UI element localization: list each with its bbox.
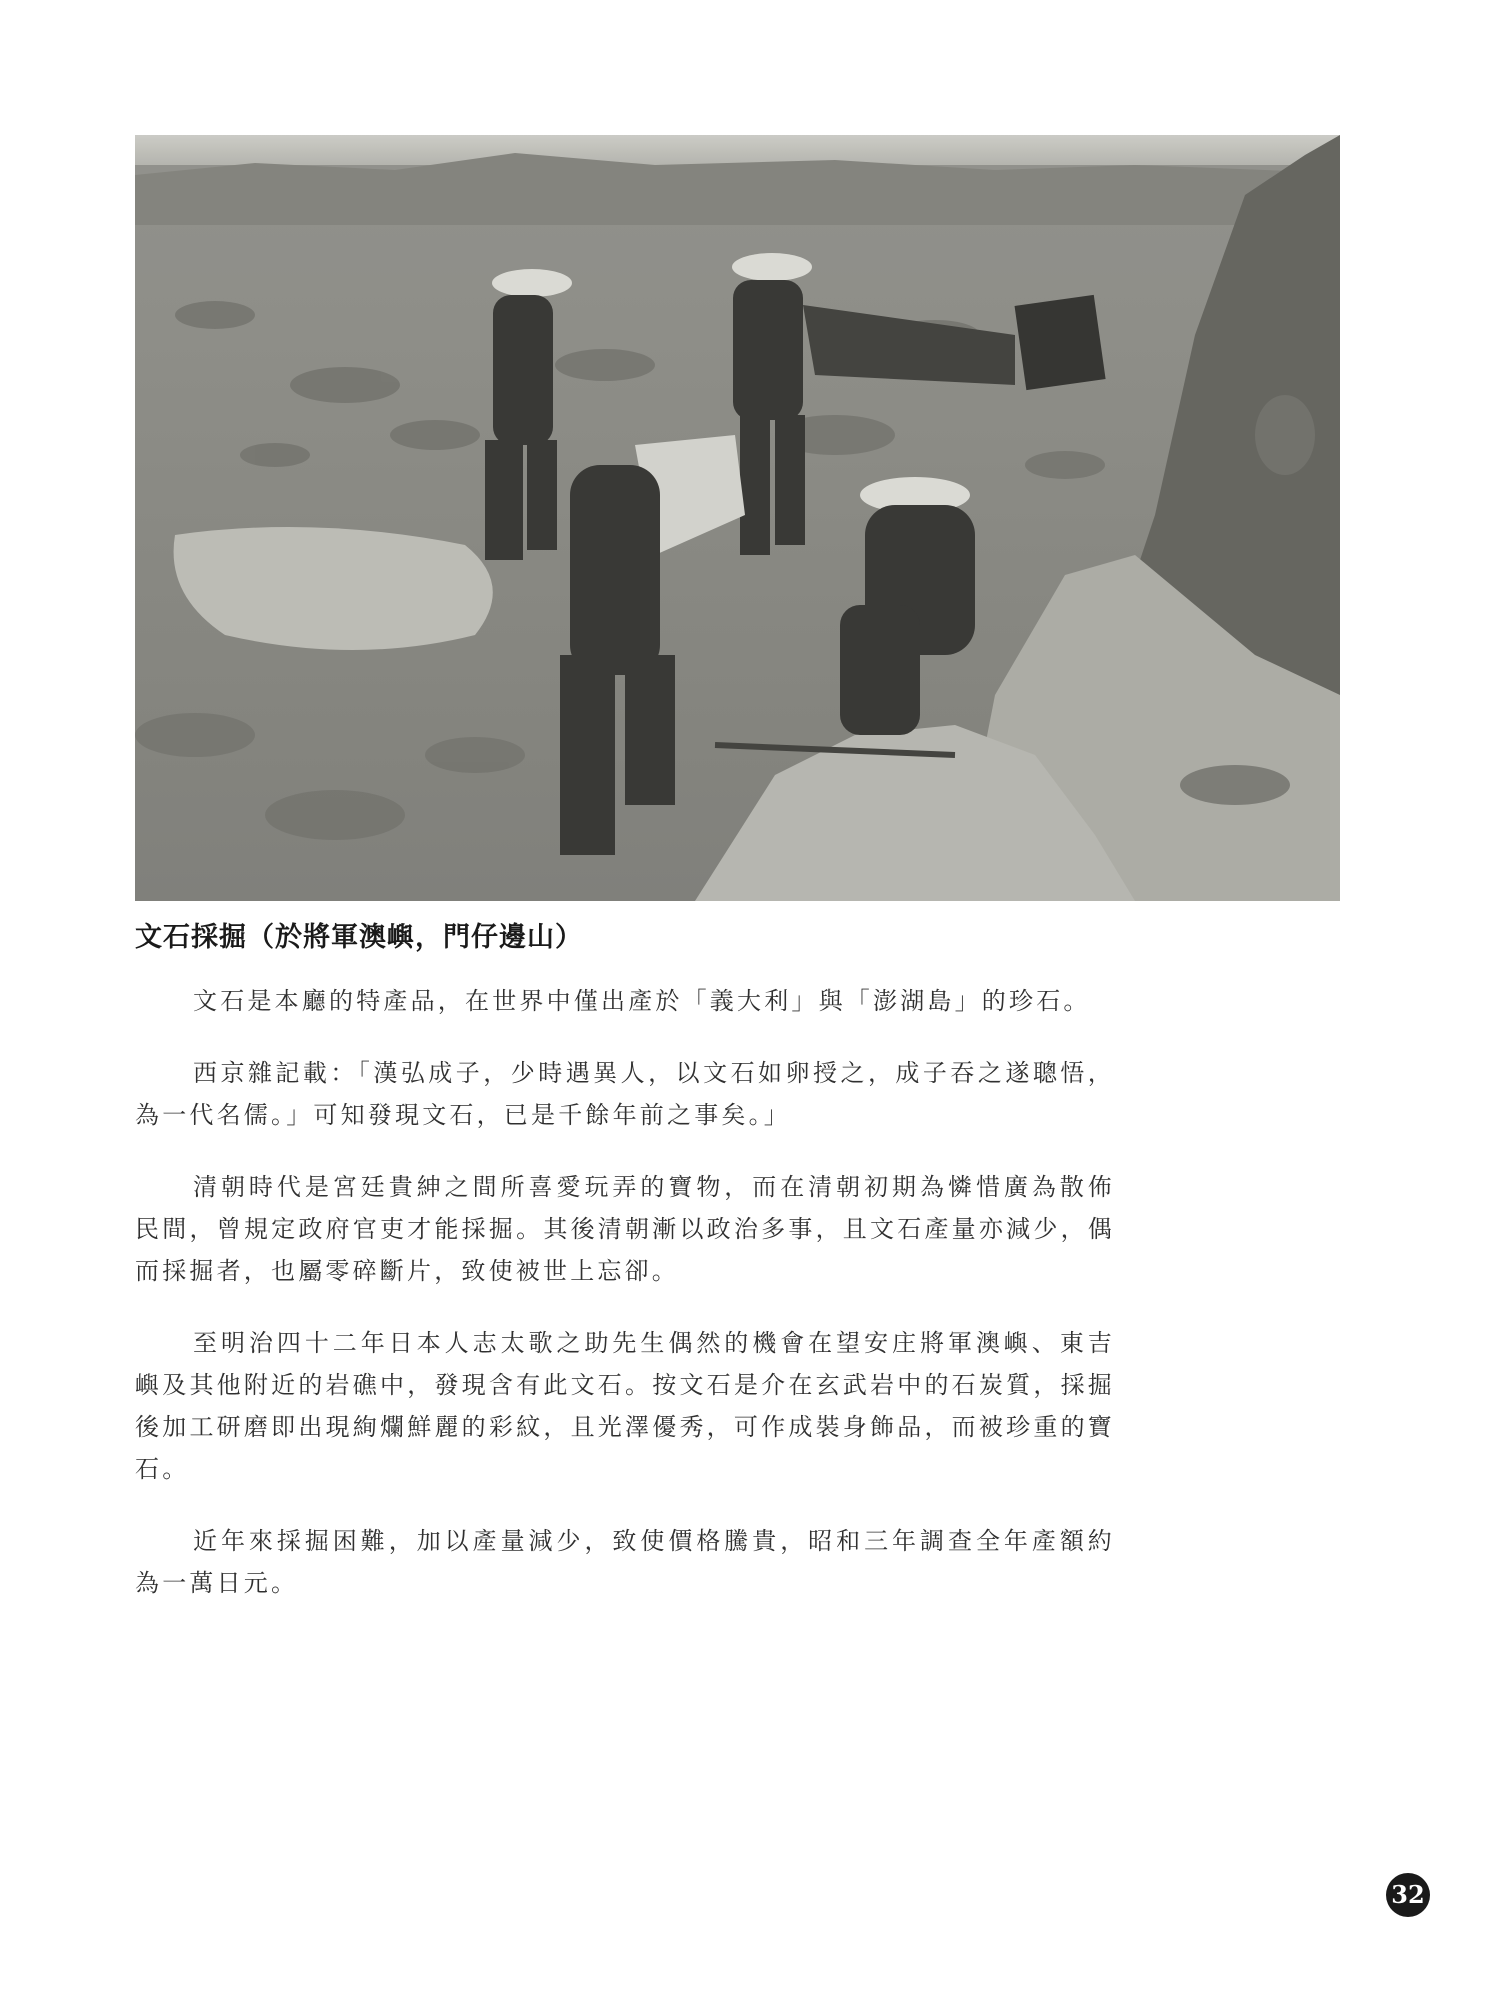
paragraph: 近年來採掘困難，加以產量減少，致使價格騰貴，昭和三年調查全年產額約為一萬日元。: [135, 1527, 1115, 1597]
paragraph: 至明治四十二年日本人志太歌之助先生偶然的機會在望安庄將軍澳嶼、東吉嶼及其他附近的岩礁中，發現含有此文石。按文石是介在玄武岩中的石炭質，採掘後加工研磨即出現絢爛鮮麗的彩紋，且光澤優秀，可作成裝身飾品，而被珍重的寶石。: [135, 1329, 1115, 1483]
photo-caption: 文石採掘（於將軍澳嶼，門仔邊山）: [135, 922, 583, 953]
body-text: [135, 980, 1115, 1634]
page-number: 32: [1386, 1873, 1430, 1917]
paragraph: 西京雜記載：「漢弘成子，少時遇異人，以文石如卵授之，成子吞之遂聰悟，為一代名儒。」可知發現文石，已是千餘年前之事矣。」: [135, 1059, 1115, 1129]
photo-illustration: [135, 135, 1340, 901]
paragraph: 文石是本廳的特產品，在世界中僅出產於「義大利」與「澎湖島」的珍石。: [193, 987, 1091, 1015]
paragraph: 清朝時代是宮廷貴紳之間所喜愛玩弄的寶物，而在清朝初期為憐惜廣為散佈民間，曾規定政府官吏才能採掘。其後清朝漸以政治多事，且文石產量亦減少，偶而採掘者，也屬零碎斷片，致使被世上忘卻。: [135, 1173, 1115, 1285]
historical-photo: [135, 135, 1340, 901]
